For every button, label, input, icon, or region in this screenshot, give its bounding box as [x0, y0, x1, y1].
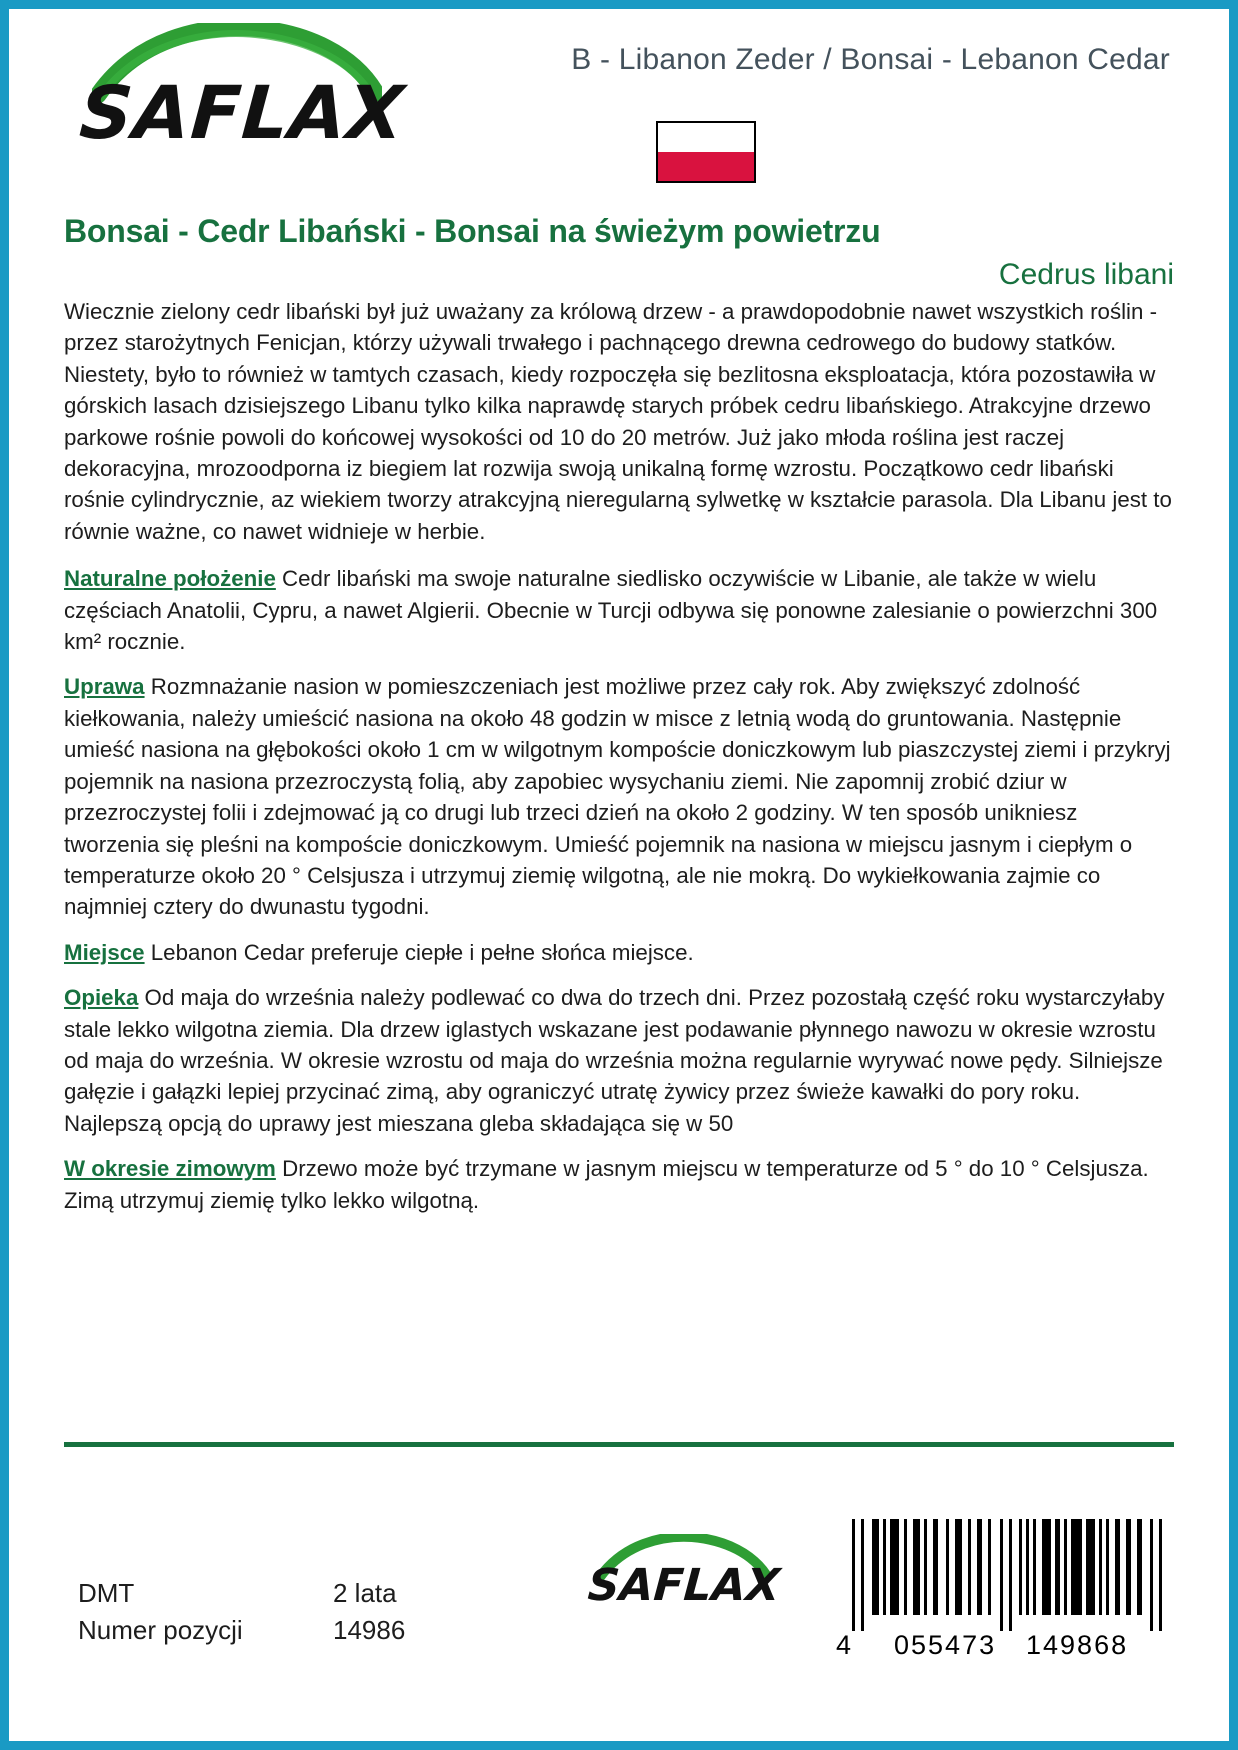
page-title: Bonsai - Cedr Libański - Bonsai na świeżym powietrzu: [64, 213, 881, 249]
section-heading: Miejsce: [64, 939, 145, 965]
section-heading: Opieka: [64, 985, 139, 1011]
product-info-table: [78, 1575, 513, 1649]
footer: [64, 1479, 1174, 1709]
flag-stripe-red: [658, 152, 754, 181]
flag-stripe-white: [658, 123, 754, 152]
section-location: [64, 937, 1174, 968]
footer-divider: [64, 1442, 1174, 1447]
section-winter: [64, 1153, 1174, 1216]
info-label: Numer pozycji: [78, 1615, 243, 1645]
section-heading: Uprawa: [64, 674, 145, 700]
section-body: Cedr libański ma swoje naturalne siedlisko oczywiście w Libanie, ale także w wielu częściach Anatolii, Cypru, a nawet Algierii. Obecnie w Turcji odbywa się ponowne zalesianie o powierzchni 300 km² rocznie.: [64, 566, 1158, 655]
info-value: 14986: [333, 1615, 406, 1645]
saflax-wordmark-footer: SAFLAX: [586, 1560, 782, 1611]
section-heading: W okresie zimowym: [64, 1156, 276, 1182]
saflax-logo: [74, 23, 408, 183]
section-body: Rozmnażanie nasion w pomieszczeniach jest możliwe przez cały rok. Aby zwiększyć zdolność kiełkowania, należy umieścić nasiona na około 48 godzin w misce z letnią wodą do gruntowania. Następnie umieść nasiona na głębokości około 1 cm w wilgotnym kompoście doniczkowym lub piaszczystej ziemi i przykryj pojemnik na nasiona przezroczystą folią, aby zapobiec wysychaniu ziemi. Nie zapomnij zrobić dziur w przezroczystej folii i zdejmować ją co drugi lub trzeci dzień na około 2 godziny. W ten sposób unikniesz tworzenia się pleśni na kompoście doniczkowym. Umieść pojemnik na nasiona w miejscu jasnym i ciepłym o temperaturze około 20 ° Celsjusza i utrzymuj ziemię wilgotną, ale nie mokrą. Do wykiełkowania zajmie co najmniej cztery do dwunastu tygodni.: [64, 674, 1171, 920]
barcode-bars: [834, 1519, 1174, 1631]
header-title: B - Libanon Zeder / Bonsai - Lebanon Cedar: [571, 43, 1170, 76]
section-body: Drzewo może być trzymane w jasnym miejscu w temperaturze od 5 ° do 10 ° Celsjusza. Zimą utrzymuj ziemię tylko lekko wilgotną.: [64, 1156, 1149, 1213]
latin-name: Cedrus libani: [998, 258, 1174, 291]
section-heading: Naturalne położenie: [64, 566, 276, 592]
barcode-number: [834, 1630, 1174, 1660]
header: [64, 9, 1174, 199]
poland-flag-icon: [656, 121, 756, 183]
section-body: Od maja do września należy podlewać co dwa do trzech dni. Przez pozostałą część roku wystarczyłaby stale lekko wilgotna ziemia. Dla drzew iglastych wskazane jest podawanie płynnego nawozu w okresie wzrostu od maja do września. W okresie wzrostu od maja do września można regularnie wyrywać nowe pędy. Silniejsze gałęzie i gałązki lepiej przycinać zimą, aby ograniczyć utratę żywicy przez świeże kawałki do pory roku. Najlepszą opcją do uprawy jest mieszana gleba składająca się w 50: [64, 985, 1165, 1136]
section-body: Lebanon Cedar preferuje ciepłe i pełne słońca miejsce.: [144, 939, 694, 965]
table-row: [78, 1612, 513, 1649]
barcode-digit-group-2: 055473: [894, 1630, 997, 1660]
section-care: [64, 982, 1174, 1139]
description-paragraph: Wiecznie zielony cedr libański był już uważany za królową drzew - a prawdopodobnie nawet wszystkich roślin - przez starożytnych Fenicjan, którzy używali trwałego i pachnącego drewna cedrowego do budowy statków. Niestety, było to również w tamtych czasach, kiedy rozpoczęła się bezlitosna eksploatacja, która pozostawiła w górskich lasach dzisiejszego Libanu tylko kilka naprawdę starych próbek cedru libańskiego. Atrakcyjne drzewo parkowe rośnie powoli do końcowej wysokości od 10 do 20 metrów. Już jako młoda roślina jest raczej dekoracyjna, mrozoodporna iz biegiem lat rozwija swoją unikalną formę wzrostu. Początkowo cedr libański rośnie cylindrycznie, az wiekiem tworzy atrakcyjną nieregularną sylwetkę w kształcie parasola. Dla Libanu jest to równie ważne, co nawet widnieje w herbie.: [64, 299, 1172, 544]
barcode-digit-group-1: 4: [836, 1630, 852, 1660]
saflax-logo-footer: [584, 1534, 784, 1644]
barcode: [834, 1519, 1174, 1660]
section-cultivation: [64, 671, 1174, 922]
barcode-digit-group-3: 149868: [1026, 1630, 1129, 1660]
saflax-wordmark: SAFLAX: [77, 71, 408, 156]
info-label: DMT: [78, 1578, 135, 1608]
section-natural-location: [64, 563, 1174, 657]
info-value: 2 lata: [333, 1578, 397, 1608]
table-row: [78, 1575, 513, 1612]
